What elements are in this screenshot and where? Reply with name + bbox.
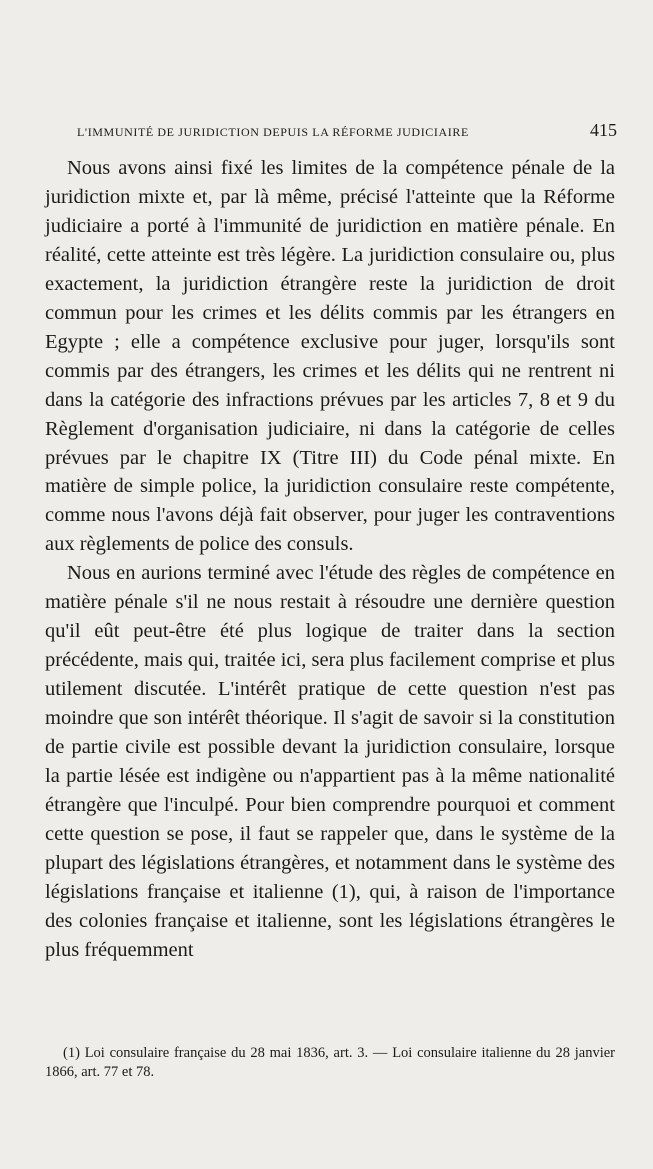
paragraph: Nous avons ainsi fixé les limites de la compétence pénale de la juridiction mixte et, par là même, précisé l'atteinte que la Réforme judiciaire a porté à l'immunité de juridiction en matière pénale. En réalité, cette atteinte est très légère. La juridiction consulaire ou, plus exactement, la juridiction étrangère reste la juridiction de droit commun pour les crimes et les délits commis par les étrangers en Egypte ; elle a compétence exclusive pour juger, lorsqu'ils sont commis par des étrangers, les crimes et les délits qui ne rentrent ni dans la catégorie des infractions prévues par les articles 7, 8 et 9 du Règlement d'organisation judiciaire, ni dans la catégorie de celles prévues par le chapitre IX (Titre III) du Code pénal mixte. En matière de simple police, la juridiction consulaire reste compétente, comme nous l'avons déjà fait observer, pour juger les contraventions aux règlements de police des consuls. <box>45 157 615 556</box>
footnote <box>45 1044 615 1082</box>
footnote-text: (1) Loi consulaire française du 28 mai 1836, art. 3. — Loi consulaire italienne du 28 janvier 1866, art. 77 et 78. <box>45 1045 615 1080</box>
paragraph: Nous en aurions terminé avec l'étude des règles de compétence en matière pénale s'il ne nous restait à résoudre une dernière question qu'il eût peut-être été plus logique de traiter dans la section précédente, mais qui, traitée ici, sera plus facilement comprise et plus utilement discutée. L'intérêt pratique de cette question n'est pas moindre que son intérêt théorique. Il s'agit de savoir si la constitution de partie civile est possible devant la juridiction consulaire, lorsque la partie lésée est indigène ou n'appartient pas à la même nationalité étrangère que l'inculpé. Pour bien comprendre pourquoi et comment cette question se pose, il faut se rappeler que, dans le système de la plupart des législations étrangères, et notamment dans le système des législations française et italienne (1), qui, à raison de l'importance des colonies française et italienne, sont les législations étrangères le plus fréquemment <box>45 562 615 961</box>
body-text <box>45 154 615 965</box>
page-number: 415 <box>590 120 617 140</box>
running-head <box>77 120 617 141</box>
running-title: L'IMMUNITÉ DE JURIDICTION DEPUIS LA RÉFORME JUDICIAIRE <box>77 125 469 139</box>
